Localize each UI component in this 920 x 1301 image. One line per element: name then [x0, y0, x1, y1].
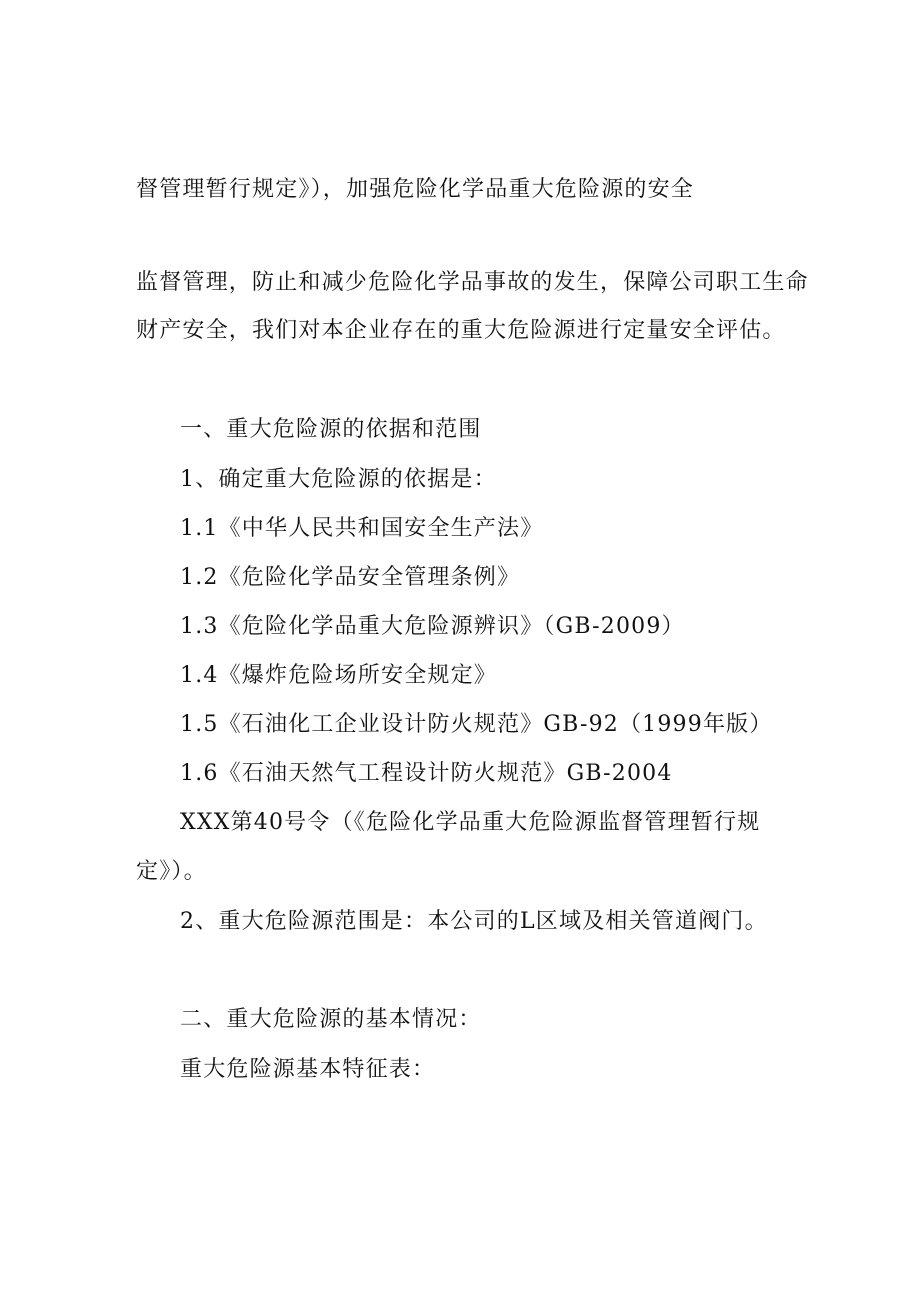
intro-line-3: 财产安全，我们对本企业存在的重大危险源进行定量安全评估。	[136, 318, 786, 343]
basis-item: 1.5《石油化工企业设计防火规范》GB-92（1999年版）	[180, 712, 773, 737]
basis-item: 1.2《危险化学品安全管理条例》	[180, 565, 521, 590]
basis-item: 1.4《爆炸危险场所安全规定》	[180, 663, 497, 688]
table-title: 重大危险源基本特征表：	[180, 1057, 436, 1082]
order-line-1: XXX第40号令（《危险化学品重大危险源监督管理暂行规	[180, 810, 761, 835]
section-1-heading: 一、重大危险源的依据和范围	[180, 417, 482, 442]
basis-title: 1、确定重大危险源的依据是：	[180, 467, 497, 492]
order-line-2: 定》）。	[136, 859, 207, 884]
basis-item: 1.1《中华人民共和国安全生产法》	[180, 516, 544, 541]
section-2-heading: 二、重大危险源的基本情况：	[180, 1007, 482, 1032]
intro-line-2: 监督管理，防止和减少危险化学品事故的发生，保障公司职工生命	[136, 270, 809, 295]
scope-statement: 2、重大危险源范围是：本公司的L区域及相关管道阀门。	[180, 909, 768, 934]
basis-item: 1.3《危险化学品重大危险源辨识》（GB-2009）	[180, 614, 685, 639]
basis-item: 1.6《石油天然气工程设计防火规范》GB-2004	[180, 761, 673, 786]
intro-line-1: 督管理暂行规定》），加强危险化学品重大危险源的安全	[136, 177, 695, 202]
